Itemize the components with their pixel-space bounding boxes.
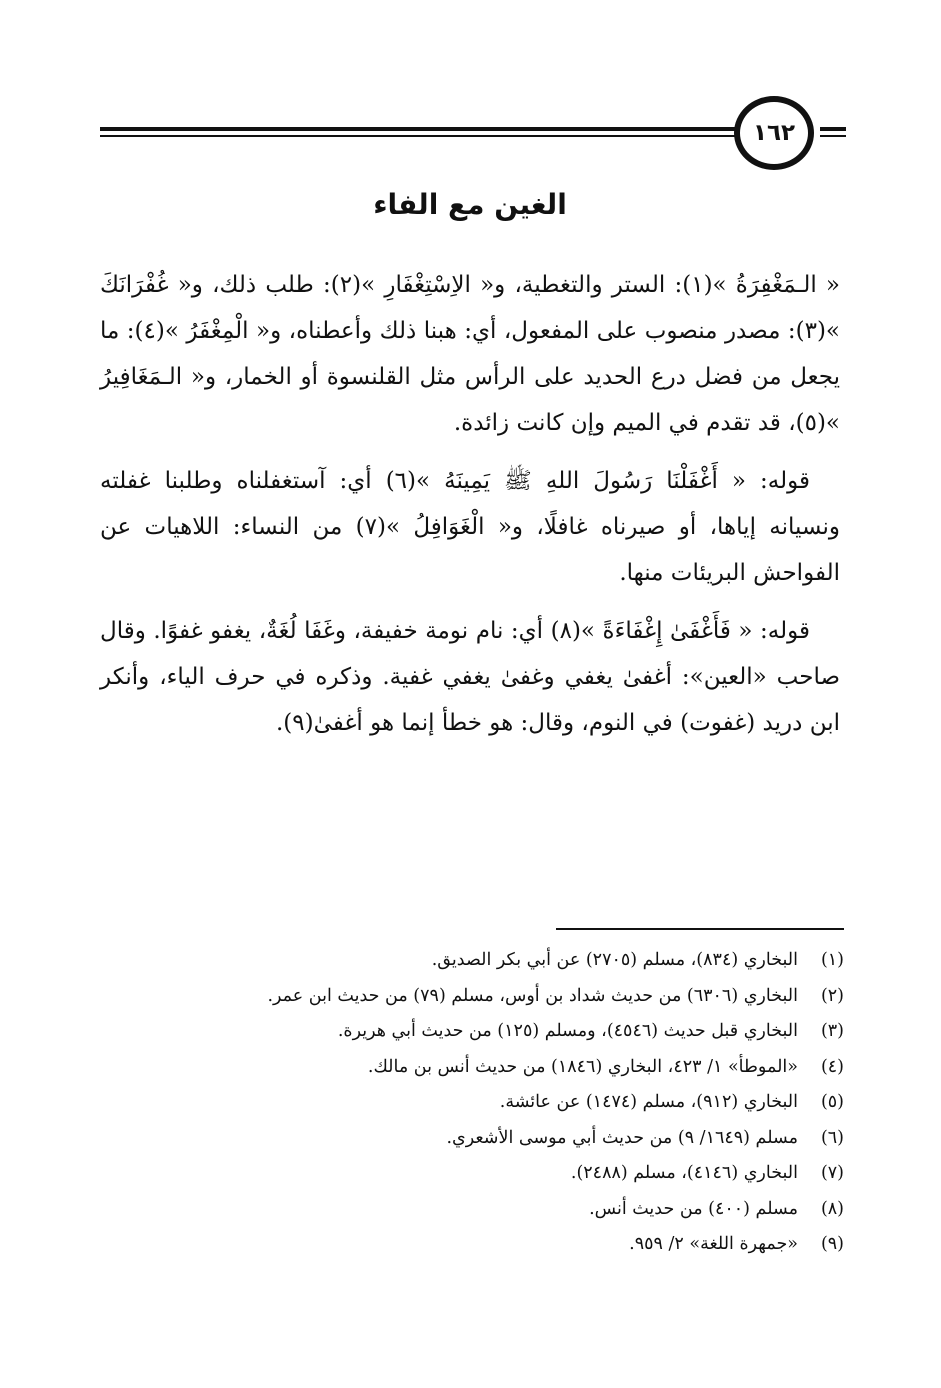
footnote-text: البخاري (٦٣٠٦) من حديث شداد بن أوس، مسلم (٧٩) من حديث ابن عمر. xyxy=(267,985,798,1006)
paragraph: قوله: « أَغْفَلْنَا رَسُولَ اللهِ ﷺ يَمِينَهُ »(٦) أي: آستغفلناه وطلبنا غفلته ونسيانه إياها، أو صيرناه غافلًا، و« الْغَوَافِلُ »(٧) من النساء: اللاهيات عن الفواحش البريئات منها. xyxy=(100,468,840,586)
footnote xyxy=(100,943,844,979)
footnote-text: مسلم (١٦٤٩/ ٩) من حديث أبي موسى الأشعري. xyxy=(446,1127,798,1148)
footnote xyxy=(100,979,844,1015)
footnote xyxy=(100,1121,844,1157)
footnote xyxy=(100,1085,844,1121)
header-rule xyxy=(100,127,738,131)
footnote-text: البخاري (٤١٤٦)، مسلم (٢٤٨٨). xyxy=(570,1163,798,1183)
footnote xyxy=(100,1227,844,1263)
footnote-number: (٧) xyxy=(820,1163,844,1183)
footnote-text: مسلم (٤٠٠) من حديث أنس. xyxy=(589,1198,798,1219)
section-title: الغين مع الفاء xyxy=(373,188,567,221)
page-number: ١٦٢ xyxy=(734,96,814,170)
footnote-number: (٩) xyxy=(820,1234,844,1254)
header-rule-right xyxy=(820,127,846,131)
main-text xyxy=(100,262,840,758)
footnote-number: (٣) xyxy=(820,1021,844,1041)
footnote-separator xyxy=(556,928,844,930)
footnote xyxy=(100,1014,844,1050)
footnote-number: (٢) xyxy=(820,985,844,1006)
footnote-text: البخاري (٨٣٤)، مسلم (٢٧٠٥) عن أبي بكر الصديق. xyxy=(431,950,798,970)
footnote-text: «الموطأ» ١/ ٤٢٣، البخاري (١٨٤٦) من حديث أنس بن مالك. xyxy=(367,1056,798,1077)
header-rule-thin xyxy=(100,135,738,137)
footnote-number: (٦) xyxy=(820,1127,844,1148)
paragraph: قوله: « فَأَغْفَىٰ إِغْفَاءَةً »(٨) أي: نام نومة خفيفة، وغَفَا لُغَةٌ، يغفو غفوًا. وقال صاحب «العين»: أغفىٰ يغفي وغفىٰ يغفي غفية. وذكره في حرف الياء، وأنكر ابن دريد (غفوت) في النوم، وقال: هو خطأ إنما هو أغفىٰ(٩). xyxy=(100,618,840,736)
footnote xyxy=(100,1050,844,1086)
paragraph: « الـمَغْفِرَةُ »(١): الستر والتغطية، و« الاِسْتِغْفَارِ »(٢): طلب ذلك، و« غُفْرَانَكَ »(٣): مصدر منصوب على المفعول، أي: هبنا ذلك وأعطناه، و« الْمِغْفَرُ »(٤): ما يجعل من فضل درع الحديد على الرأس مثل القلنسوة أو الخمار، و« الـمَغَافِيرُ »(٥)، قد تقدم في الميم وإن كانت زائدة. xyxy=(100,272,840,436)
footnote-number: (٤) xyxy=(820,1056,844,1077)
footnote-number: (٥) xyxy=(820,1092,844,1112)
footnote-number: (٨) xyxy=(820,1198,844,1219)
footnote-text: البخاري (٩١٢)، مسلم (١٤٧٤) عن عائشة. xyxy=(499,1092,798,1112)
footnote xyxy=(100,1156,844,1192)
footnote-number: (١) xyxy=(820,950,844,970)
footnotes xyxy=(100,943,844,1263)
footnote xyxy=(100,1192,844,1228)
header-rule-right-thin xyxy=(820,135,846,137)
footnote-text: البخاري قبل حديث (٤٥٤٦)، ومسلم (١٢٥) من حديث أبي هريرة. xyxy=(337,1021,798,1041)
footnote-text: «جمهرة اللغة» ٢/ ٩٥٩. xyxy=(629,1234,798,1254)
